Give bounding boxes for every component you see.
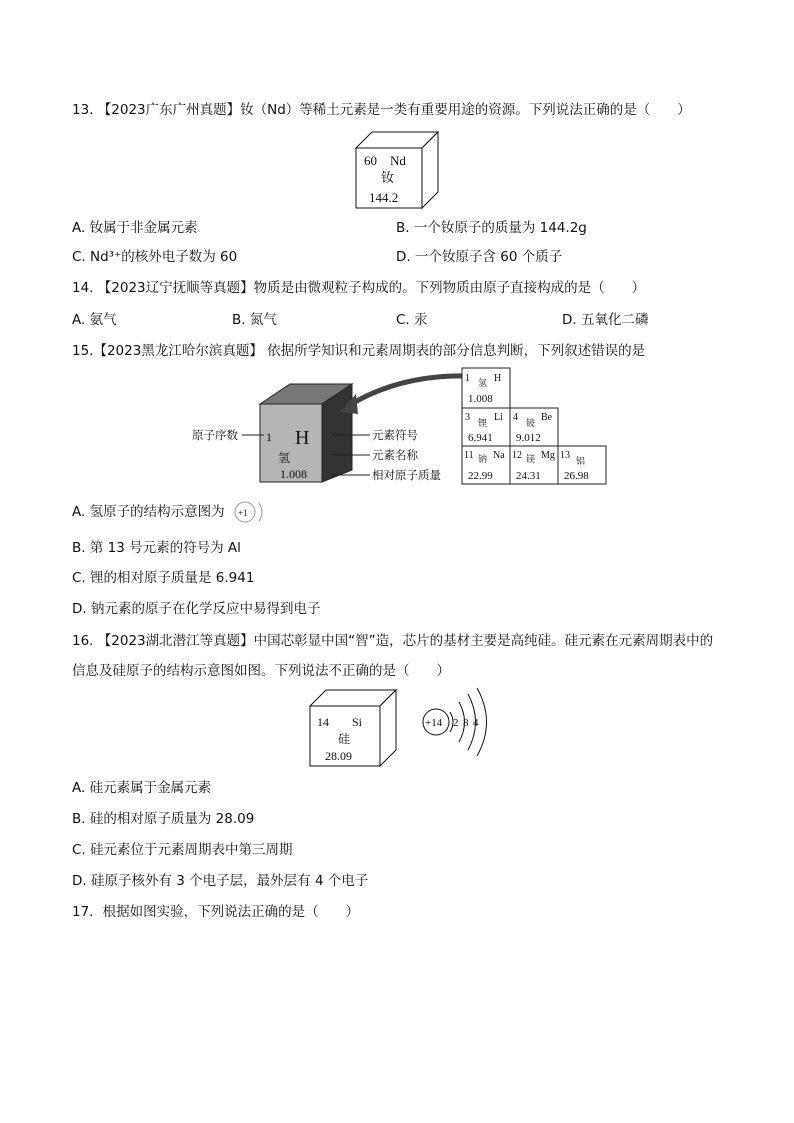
label-name: 元素名称 bbox=[372, 448, 418, 462]
q16-option-d: D. 硅原子核外有 3 个电子层，最外层有 4 个电子 bbox=[72, 873, 369, 889]
q16-option-a: A. 硅元素属于金属元素 bbox=[72, 780, 212, 796]
hydrogen-atom-diagram bbox=[232, 499, 272, 525]
nd-symbol: Nd bbox=[390, 153, 406, 168]
q14-option-a: A. 氨气 bbox=[72, 312, 117, 328]
q16-option-b: B. 硅的相对原子质量为 28.09 bbox=[72, 811, 255, 827]
cell-al-number: 13 bbox=[560, 450, 570, 461]
nd-element-card bbox=[352, 130, 442, 210]
si-symbol: Si bbox=[352, 715, 363, 729]
cell-h-name: 氢 bbox=[478, 379, 488, 389]
si-nucleus: +14 bbox=[425, 717, 443, 729]
q13-option-c: C. Nd³⁺的核外电子数为 60 bbox=[72, 249, 238, 265]
q15-option-b: B. 第 13 号元素的符号为 Al bbox=[72, 540, 241, 556]
nd-number: 60 bbox=[364, 153, 377, 168]
si-name: 硅 bbox=[338, 732, 351, 746]
nd-name: 钕 bbox=[381, 171, 395, 186]
cube-name: 氢 bbox=[278, 451, 291, 465]
si-atom-structure bbox=[418, 686, 496, 758]
q16-stem-line2: 信息及硅原子的结构示意图如图。下列说法不正确的是（ ） bbox=[72, 663, 450, 679]
cell-li-symbol: Li bbox=[494, 412, 503, 423]
cell-be-symbol: Be bbox=[541, 412, 553, 423]
q14-stem: 14. 【2023辽宁抚顺等真题】物质是由微观粒子构成的。下列物质由原子直接构成的是（ ） bbox=[72, 280, 646, 296]
si-number: 14 bbox=[317, 715, 329, 729]
cell-h-number: 1 bbox=[465, 373, 470, 384]
si-shell-3: 4 bbox=[473, 717, 479, 729]
cell-li-mass: 6.941 bbox=[468, 432, 493, 444]
cell-be-name: 铍 bbox=[526, 419, 536, 429]
q16-option-c: C. 硅元素位于元素周期表中第三周期 bbox=[72, 842, 293, 858]
cell-na-symbol: Na bbox=[493, 450, 505, 461]
cell-li-name: 锂 bbox=[478, 419, 488, 429]
cell-na-name: 钠 bbox=[478, 455, 488, 465]
label-symbol: 元素符号 bbox=[372, 428, 418, 442]
q17-stem: 17．根据如图实验，下列说法正确的是（ ） bbox=[72, 904, 360, 920]
nd-mass: 144.2 bbox=[369, 190, 399, 205]
cube-mass: 1.008 bbox=[280, 467, 307, 481]
q14-option-d: D. 五氧化二磷 bbox=[562, 312, 649, 328]
cell-mg-mass: 24.31 bbox=[516, 470, 541, 482]
cell-na-mass: 22.99 bbox=[468, 470, 493, 482]
q13-option-b: B. 一个钕原子的质量为 144.2g bbox=[396, 220, 587, 236]
q13-option-d: D. 一个钕原子含 60 个质子 bbox=[396, 249, 563, 265]
cell-mg-symbol: Mg bbox=[541, 450, 555, 461]
q14-option-c: C. 汞 bbox=[396, 312, 428, 328]
cell-h-mass: 1.008 bbox=[468, 393, 493, 405]
q13-option-a: A. 钕属于非金属元素 bbox=[72, 220, 198, 236]
q15-option-c: C. 锂的相对原子质量是 6.941 bbox=[72, 570, 255, 586]
cell-al-name: 铝 bbox=[576, 457, 586, 467]
cell-li-number: 3 bbox=[465, 412, 470, 423]
arrow-icon bbox=[348, 376, 470, 406]
si-mass: 28.09 bbox=[325, 749, 352, 763]
cell-na-number: 11 bbox=[464, 450, 474, 461]
si-element-card bbox=[306, 688, 400, 768]
q15-stem: 15.【2023黑龙江哈尔滨真题】 依据所学知识和元素周期表的部分信息判断，下列叙述错误的是 bbox=[72, 343, 646, 359]
cell-mg-number: 12 bbox=[512, 450, 522, 461]
cell-be-mass: 9.012 bbox=[516, 432, 541, 444]
periodic-table-figure bbox=[180, 364, 640, 488]
si-shell-1: 2 bbox=[453, 717, 459, 729]
cell-be-number: 4 bbox=[513, 412, 518, 423]
cube-number: 1 bbox=[266, 430, 272, 444]
cell-al-mass: 26.98 bbox=[564, 470, 589, 482]
h-nucleus-charge: +1 bbox=[238, 508, 248, 518]
cell-mg-name: 镁 bbox=[526, 455, 536, 465]
q15-option-d: D. 钠元素的原子在化学反应中易得到电子 bbox=[72, 601, 321, 617]
cube-symbol: H bbox=[295, 427, 310, 449]
q16-stem-line1: 16. 【2023湖北潜江等真题】中国芯彰显中国“智”造，芯片的基材主要是高纯硅。硅元素在元素周期表中的 bbox=[72, 633, 714, 649]
cell-h-symbol: H bbox=[494, 373, 502, 384]
q15-option-a: A. 氢原子的结构示意图为 bbox=[72, 504, 225, 520]
periodic-table-excerpt bbox=[462, 368, 606, 484]
label-atomic-number: 原子序数 bbox=[192, 428, 238, 442]
q13-stem: 13. 【2023广东广州真题】钕（Nd）等稀土元素是一类有重要用途的资源。下列说法正确的是（ ） bbox=[72, 102, 691, 118]
q14-option-b: B. 氮气 bbox=[232, 312, 277, 328]
label-mass: 相对原子质量 bbox=[372, 468, 441, 482]
si-shell-2: 8 bbox=[463, 717, 469, 729]
